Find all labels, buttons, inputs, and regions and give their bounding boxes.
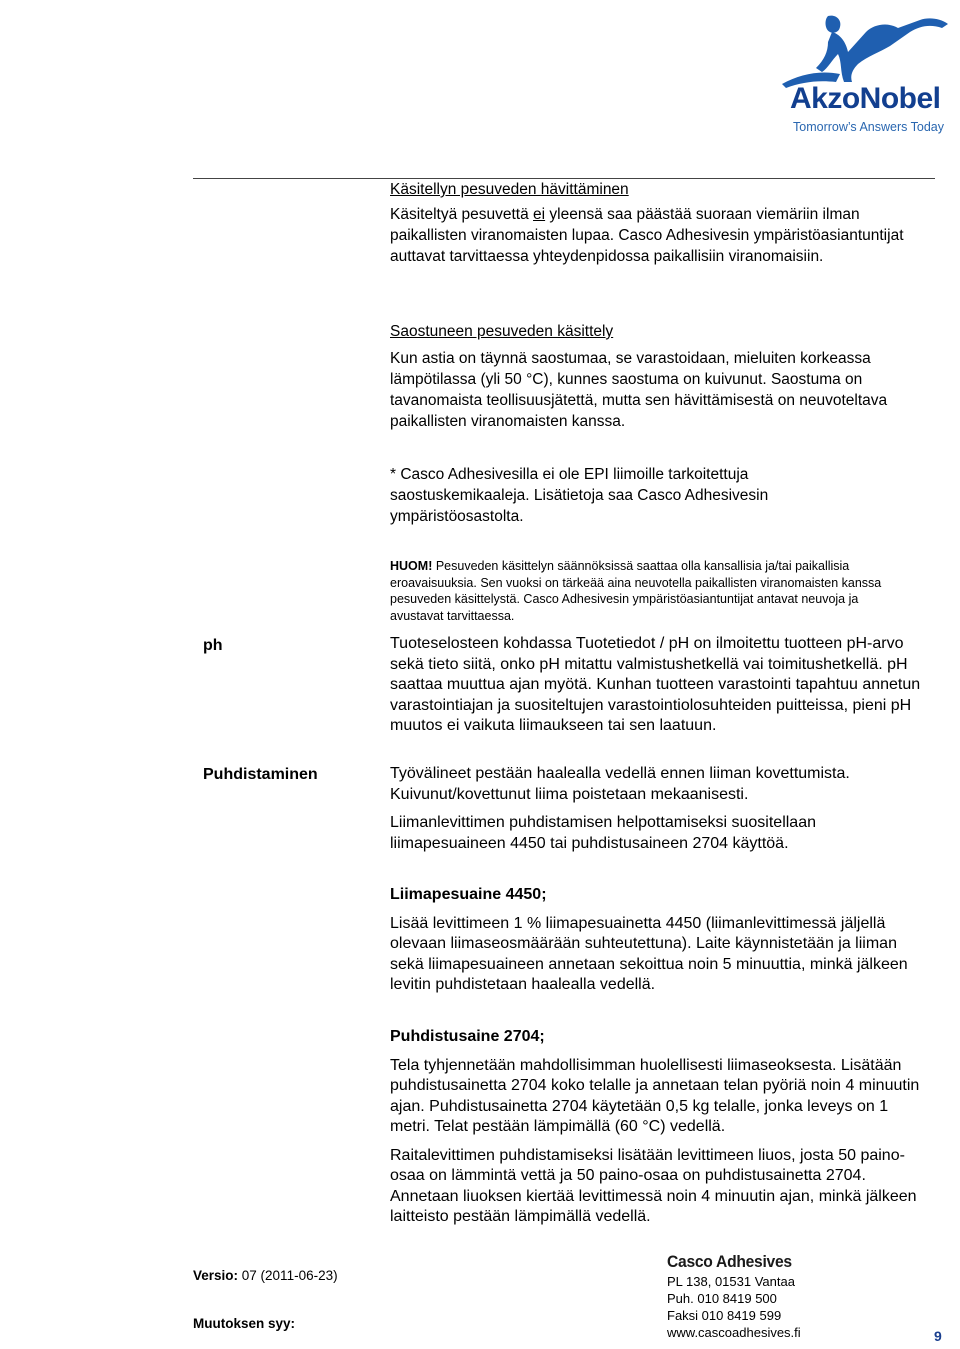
version-value: 07 (2011-06-23): [238, 1268, 338, 1283]
version-line: [193, 1268, 338, 1284]
agent-2704-section: [390, 1027, 925, 1228]
address: PL 138, 01531 Vantaa: [667, 1274, 795, 1289]
page-number: 9: [934, 1328, 942, 1344]
company-name: Casco Adhesives: [667, 1252, 792, 1271]
brand-tagline: Tomorrow’s Answers Today: [793, 120, 944, 134]
footnote: * Casco Adhesivesilla ei ole EPI liimoille tarkoitettuja saostuskemikaaleja. Lisätietoja saa Casco Adhesivesin ympäristöosastolta.: [390, 466, 769, 525]
sediment-paragraph: Kun astia on täynnä saostumaa, se varastoidaan, mieluiten korkeassa lämpötilassa (yli 50 °C), kunnes saostuma on kuivunut. Saostuma on tavanomaista teollisuusjätettä, mutta sen hävittämisestä on neuvoteltava paikallisten viranomaisten kanssa.: [390, 350, 888, 430]
disposal-paragraph: Käsiteltyä pesuvettä ei yleensä saa päästää suoraan viemäriin ilman paikallisten viranomaisten lupaa. Casco Adhesivesin ympäristöasiantuntijat auttavat tarvittaessa yhteydenpidossa paikallisiin viranomaisiin.: [390, 206, 904, 265]
contact-block: [667, 1273, 801, 1341]
agent-2704-title: Puhdistusaine 2704;: [390, 1028, 545, 1045]
change-reason-label: Muutoksen syy:: [193, 1316, 296, 1331]
agent-4450-title: Liimapesuaine 4450;: [390, 886, 547, 903]
ph-paragraph: Tuoteselosteen kohdassa Tuotetiedot / pH on ilmoitettu tuotteen pH-arvo sekä tieto siitä, onko pH mitattu valmistushetkellä vai toimitushetkellä. pH saattaa muuttua ajan myötä. Kunhan tuotteen varastointi tapahtuu annetun varastointiajan ja suositeltujen varastointiolosuhteiden puitteissa, pieni pH muutos ei vaikuta liimaukseen tai sen laatuun.: [390, 635, 921, 734]
version-label: Versio:: [193, 1268, 239, 1283]
disposal-emphasis: ei: [533, 206, 546, 223]
cleaning-paragraph-1: Työvälineet pestään haalealla vedellä ennen liiman kovettumista. Kuivunut/kovettunut liima poistetaan mekaanisesti.: [390, 765, 850, 803]
agent-4450-text: Lisää levittimeen 1 % liimapesuainetta 4450 (liimanlevittimessä jäljellä olevaan liimaseosmäärään suhteutettuna). Laite käynnistetään ja liiman sekä liimapesuaineen annetaan sekoittua noin 5 minuuttia, minkä jälkeen levitin puhdistetaan haalealla vedellä.: [390, 914, 908, 993]
note-paragraph: HUOM! Pesuveden käsittelyn säännöksissä saattaa olla kansallisia ja/tai paikallisia eroavaisuuksia. Sen vuoksi on tärkeää aina neuvotella paikallisten viranomaisten kanssa pesuveden käsittelystä. Casco Adhesivesin ympäristöasiantuntijat antavat neuvoja ja avustavat tarvittaessa.: [390, 559, 882, 623]
change-reason-line: [193, 1316, 295, 1332]
disposal-title: Käsitellyn pesuveden hävittäminen: [390, 181, 629, 198]
agent-2704-text-2: Raitalevittimen puhdistamiseksi lisätään levittimeen liuos, josta 50 paino-osaa on lämmintä vettä ja 50 paino-osaa on puhdistusainetta 2704. Annetaan liuoksen kiertää levittimessä noin 4 minuutin ajan, minkä jälkeen laitteisto pestään lämpimällä vedellä.: [390, 1146, 917, 1225]
agent-2704-text-1: Tela tyhjennetään mahdollisimman huolellisesti liimaseoksesta. Lisätään puhdistusainetta 2704 koko telalle ja annetaan telan pyöriä noin 4 minuutin ajan. Puhdistusainetta 2704 käytetään 0,5 kg telalle, jonka leveys on 1 metri. Telat pestään lämpimällä (60 °C) vedellä.: [390, 1056, 920, 1135]
cleaning-label: Puhdistaminen: [203, 766, 318, 783]
phone: Puh. 010 8419 500: [667, 1291, 777, 1306]
sediment-title: Saostuneen pesuveden käsittely: [390, 323, 614, 340]
sediment-section: [390, 321, 930, 432]
brand-name: AkzoNobel: [790, 82, 941, 115]
disposal-section: [390, 179, 930, 267]
website-link[interactable]: www.cascoadhesives.fi: [667, 1325, 801, 1340]
cleaning-paragraph-2: Liimanlevittimen puhdistamisen helpottamiseksi suositellaan liimapesuaineen 4450 tai puhdistusaineen 2704 käyttöä.: [390, 814, 816, 852]
fax: Faksi 010 8419 599: [667, 1308, 782, 1323]
note-label: HUOM!: [390, 559, 433, 573]
agent-4450-section: [390, 885, 930, 996]
cleaning-section: [390, 764, 925, 854]
ph-label: ph: [203, 637, 223, 654]
